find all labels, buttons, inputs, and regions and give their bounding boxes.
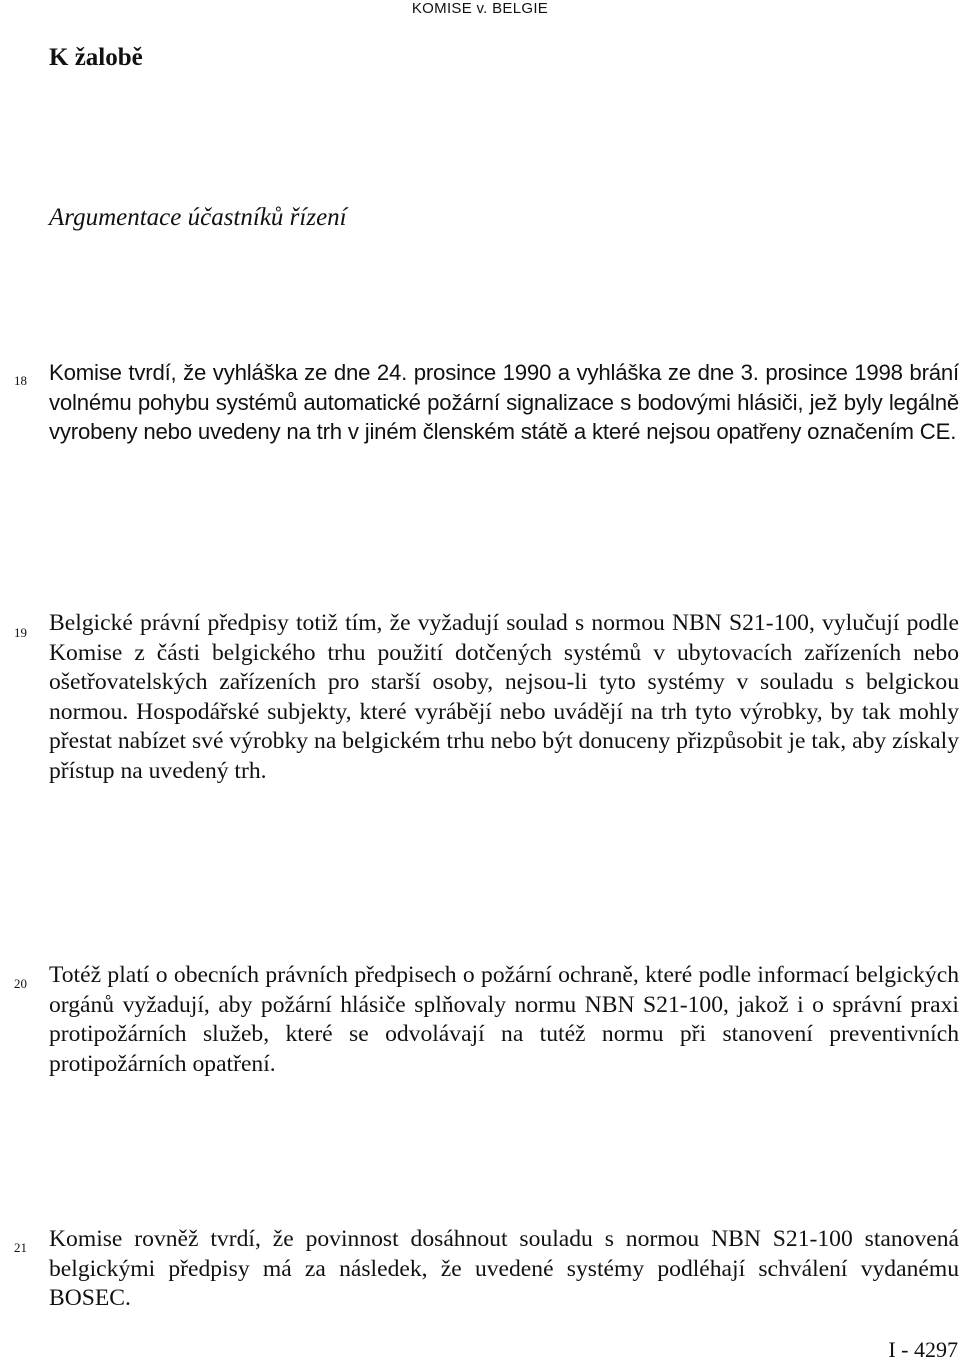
paragraph-text: Belgické právní předpisy totiž tím, že vyžadují soulad s normou NBN S21-100, vylučují podle Komise z části belgického trhu použití dotčených systémů v ubytovacích zařízeních nebo ošetřovatelských zařízeních pro starší osoby, nejsou-li tyto systémy v souladu s belgickou normou. Hospodářské subjekty, které vyrábějí nebo uvádějí na trh tyto výrobky, by tak mohly přestat nabízet své výrobky na belgickém trhu nebo být donuceny přizpůsobit je tak, aby získaly přístup na uvedený trh. — [49, 610, 959, 784]
page-number: I - 4297 — [888, 1337, 958, 1362]
paragraph-number: 19 — [14, 625, 27, 640]
paragraph-text: Komise rovněž tvrdí, že povinnost dosáhnout souladu s normou NBN S21-100 stanovená belgickými předpisy má za následek, že uvedené systémy podléhají schválení vydanému BOSEC. — [49, 1226, 959, 1311]
section-heading: K žalobě — [49, 44, 143, 71]
paragraph-number: 21 — [14, 1240, 27, 1255]
paragraph-text: Totéž platí o obecních právních předpisech o požární ochraně, které podle informací belgických orgánů vyžadují, aby požární hlásiče splňovaly normu NBN S21-100, jakož i o správní praxi protipožárních služeb, které se odvolávají na tutéž normu při stanovení preventivních protipožárních opatření. — [49, 962, 959, 1077]
paragraph-text: Komise tvrdí, že vyhláška ze dne 24. prosince 1990 a vyhláška ze dne 3. prosince 1998 brání volnému pohybu systémů automatické požární signalizace s bodovými hlásiči, jež byly legálně vyrobeny nebo uvedeny na trh v jiném členském státě a které nejsou opatřeny označením CE. — [49, 360, 959, 444]
running-header: KOMISE v. BELGIE — [411, 0, 549, 17]
paragraph-number: 18 — [14, 373, 27, 388]
paragraph-number: 20 — [14, 976, 27, 991]
section-subheading: Argumentace účastníků řízení — [49, 204, 347, 231]
